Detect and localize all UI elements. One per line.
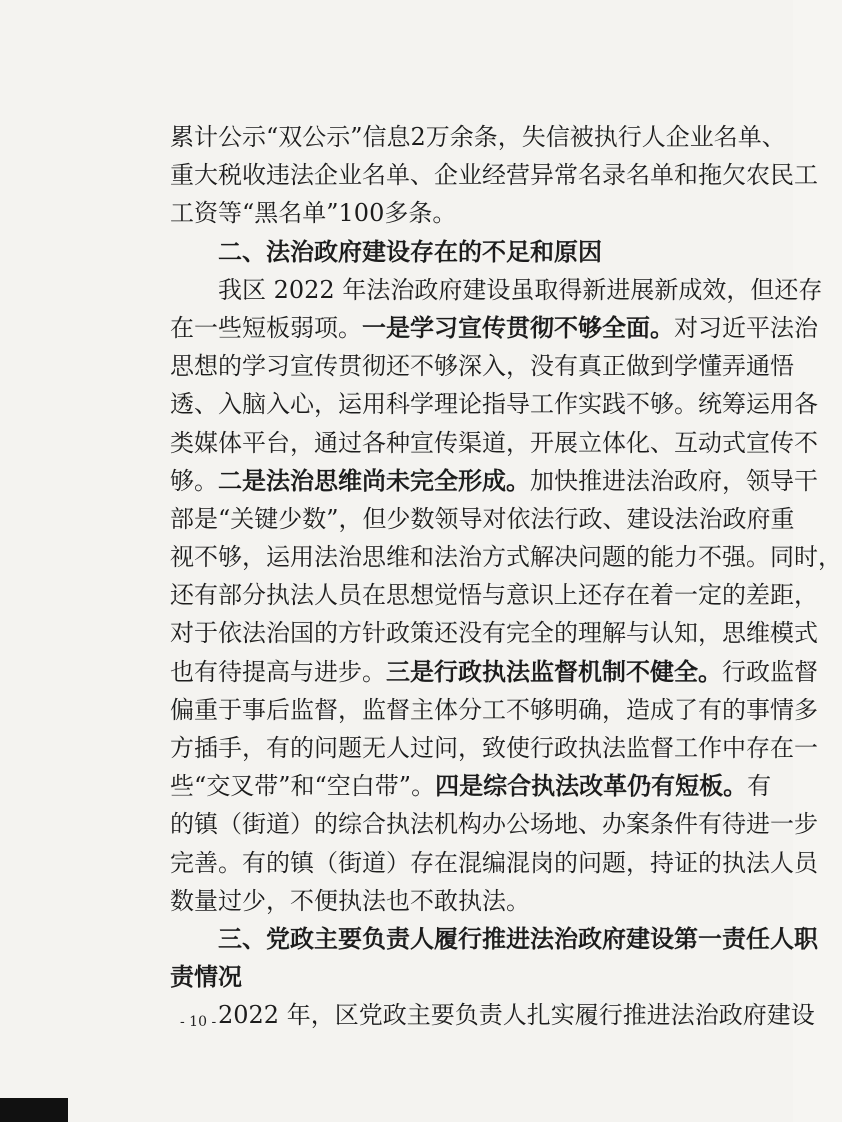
body-text: 的镇（街道）的综合执法机构办公场地、办案条件有待进一步 bbox=[170, 810, 818, 839]
body-text: 透、入脑入心，运用科学理论指导工作实践不够。统筹运用各 bbox=[170, 390, 818, 419]
bold-text: 一是学习宣传贯彻不够全面。 bbox=[362, 313, 674, 342]
body-text: 行政监督 bbox=[722, 657, 818, 686]
body-text: 方插手，有的问题无人过问，致使行政执法监督工作中存在一 bbox=[170, 734, 818, 762]
text-line bbox=[170, 385, 818, 423]
text-line bbox=[170, 194, 745, 232]
text-line bbox=[170, 309, 818, 347]
body-text: 累计公示“双公示”信息2万余条，失信被执行人企业名单、 bbox=[170, 123, 786, 151]
text-line bbox=[170, 576, 818, 614]
text-line bbox=[170, 118, 786, 156]
text-line bbox=[170, 614, 818, 652]
text-line bbox=[170, 882, 745, 920]
body-text: 些“交叉带”和“空白带”。 bbox=[170, 772, 436, 801]
text-line bbox=[170, 767, 772, 805]
body-text: 对于依法治国的方针政策还没有完全的理解与认知，思维模式 bbox=[170, 619, 818, 648]
body-text: 对习近平法治 bbox=[674, 313, 818, 342]
text-line bbox=[170, 996, 815, 1034]
scan-corner-mark bbox=[0, 1098, 68, 1122]
body-text: 偏重于事后监督，监督主体分工不够明确，造成了有的事情多 bbox=[170, 695, 818, 724]
body-text: 在一些短板弱项。 bbox=[170, 313, 362, 342]
text-line bbox=[170, 653, 818, 691]
bold-text: 二是法治思维尚未完全形成。 bbox=[218, 466, 530, 495]
text-line bbox=[170, 424, 818, 462]
bold-text: 三是行政执法监督机制不健全。 bbox=[386, 657, 722, 686]
body-text: 加快推进法治政府，领导干 bbox=[530, 466, 818, 495]
body-text: 有 bbox=[747, 772, 772, 801]
document-body bbox=[170, 118, 842, 1035]
bold-text: 四是综合执法改革仍有短板。 bbox=[435, 772, 748, 801]
body-text: 也有待提高与进步。 bbox=[170, 657, 386, 686]
body-text: 还有部分执法人员在思想觉悟与意识上还存在着一定的差距， bbox=[170, 581, 818, 610]
body-text: 思想的学习宣传贯彻还不够深入，没有真正做到学懂弄通悟 bbox=[170, 352, 794, 381]
body-text: 工资等“黑名单”100多条。 bbox=[170, 199, 457, 228]
body-text: 2022 年，区党政主要负责人扎实履行推进法治政府建设 bbox=[218, 1001, 815, 1030]
body-text: 视不够，运用法治思维和法治方式解决问题的能力不强。同时， bbox=[170, 543, 842, 572]
body-text: 类媒体平台，通过各种宣传渠道，开展立体化、互动式宣传不 bbox=[170, 428, 818, 457]
text-line bbox=[170, 729, 818, 767]
bold-text: 二、法治政府建设存在的不足和原因 bbox=[218, 237, 602, 266]
text-line bbox=[170, 271, 823, 309]
bold-text: 责情况 bbox=[170, 963, 242, 992]
section-heading-line bbox=[170, 958, 745, 996]
body-text: 重大税收违法企业名单、企业经营异常名录名单和拖欠农民工 bbox=[170, 161, 818, 190]
text-line bbox=[170, 844, 818, 882]
section-heading-line bbox=[170, 233, 745, 271]
section-heading-line bbox=[170, 920, 818, 958]
text-line bbox=[170, 691, 818, 729]
bold-text: 三、党政主要负责人履行推进法治政府建设第一责任人职 bbox=[218, 924, 818, 953]
body-text: 够。 bbox=[170, 466, 218, 495]
body-text: 完善。有的镇（街道）存在混编混岗的问题，持证的执法人员 bbox=[170, 848, 818, 877]
body-text: 我区 2022 年法治政府建设虽取得新进展新成效，但还存 bbox=[218, 275, 823, 304]
text-line bbox=[170, 156, 818, 194]
body-text: 数量过少，不便执法也不敢执法。 bbox=[170, 886, 530, 915]
text-line bbox=[170, 462, 818, 500]
body-text: 部是“关键少数”，但少数领导对依法行政、建设法治政府重 bbox=[170, 504, 795, 533]
text-line bbox=[170, 500, 795, 538]
text-line bbox=[170, 805, 818, 843]
text-line bbox=[170, 347, 794, 385]
text-line bbox=[170, 538, 842, 576]
page-number: - 10 - bbox=[180, 1014, 217, 1030]
